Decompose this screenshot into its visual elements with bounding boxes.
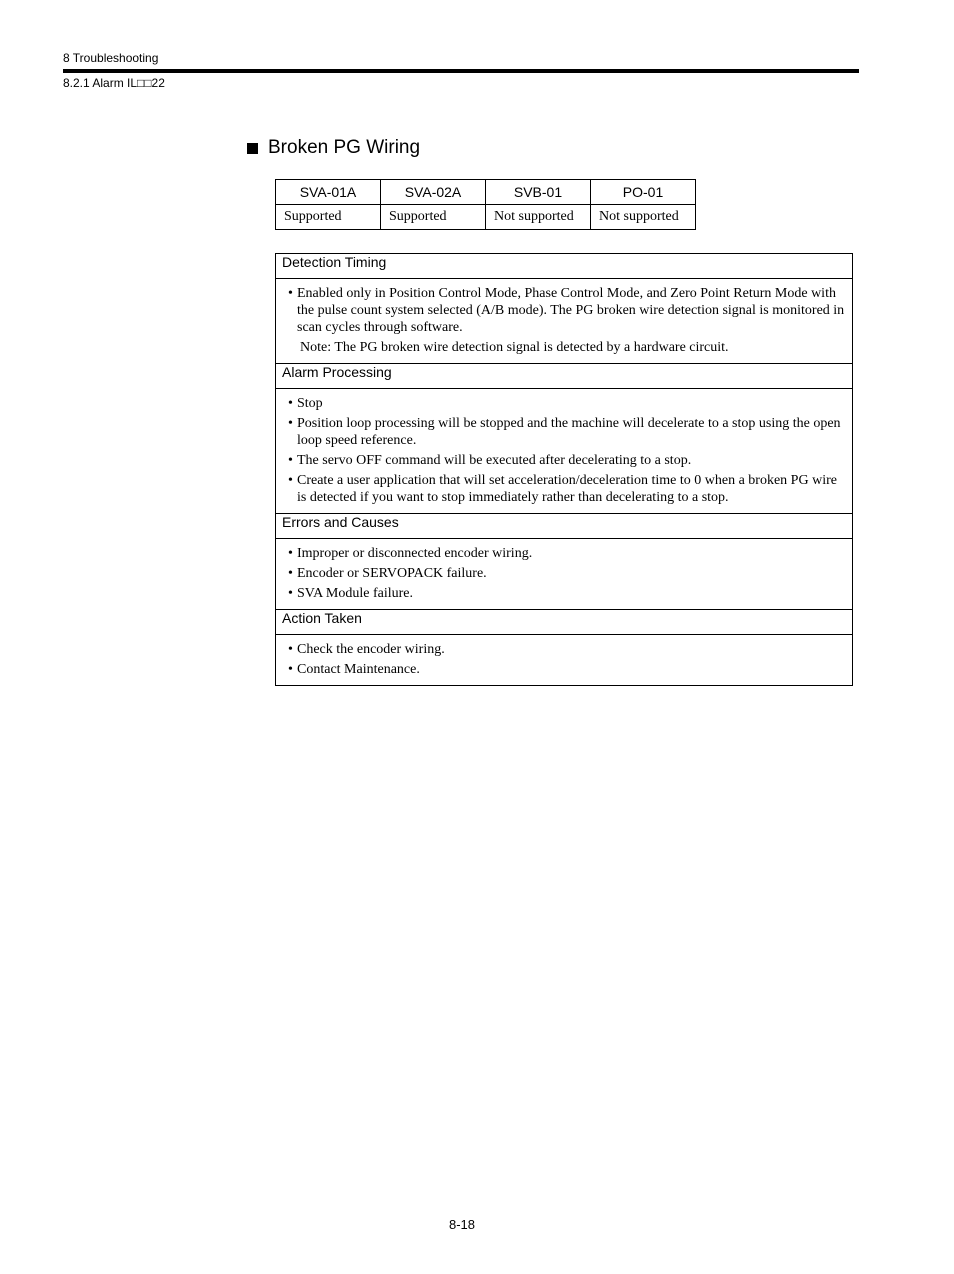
page-number: 8-18 — [449, 1217, 476, 1232]
table-cell: Supported — [276, 205, 381, 230]
bullet-icon: • — [288, 473, 293, 488]
table-cell: Supported — [381, 205, 486, 230]
table-header-cell: SVA-02A — [381, 180, 486, 205]
section-title-text: Broken PG Wiring — [268, 137, 421, 158]
bullet-icon: • — [288, 546, 293, 561]
header-rule — [63, 69, 859, 73]
list-item: • Create a user application that will set acceleration/deceleration time to 0 when a broken PG wire is detected if you want to stop immediately rather than decelerating to a stop. — [288, 473, 837, 505]
alarm-processing-heading: Alarm Processing — [276, 364, 852, 389]
table-header-cell: PO-01 — [591, 180, 696, 205]
table-header-row — [276, 180, 696, 205]
table-row — [276, 205, 696, 230]
alarm-detail-box — [275, 253, 853, 686]
bullet-icon: • — [288, 586, 293, 601]
bullet-icon: • — [288, 396, 293, 411]
detection-note: Note: The PG broken wire detection signal is detected by a hardware circuit. — [300, 340, 729, 355]
action-taken-body — [276, 635, 852, 685]
alarm-processing-body — [276, 389, 852, 514]
action-taken-heading: Action Taken — [276, 610, 852, 635]
list-item: • Contact Maintenance. — [288, 662, 420, 677]
detection-timing-heading: Detection Timing — [276, 254, 852, 279]
table-cell: Not supported — [591, 205, 696, 230]
bullet-icon: • — [288, 416, 293, 431]
list-item: • Stop — [288, 396, 323, 411]
module-support-table — [275, 179, 696, 230]
bullet-icon: • — [288, 662, 293, 677]
errors-causes-body — [276, 539, 852, 610]
detection-timing-body — [276, 279, 852, 364]
list-item: • Position loop processing will be stopped and the machine will decelerate to a stop using the open loop speed reference. — [288, 416, 841, 448]
list-item: • Check the encoder wiring. — [288, 642, 445, 657]
list-item: • The servo OFF command will be executed after decelerating to a stop. — [288, 453, 692, 468]
section-header: 8.2.1 Alarm IL□□22 — [63, 76, 165, 90]
square-bullet-icon — [247, 143, 258, 154]
bullet-icon: • — [288, 642, 293, 657]
table-header-cell: SVB-01 — [486, 180, 591, 205]
table-cell: Not supported — [486, 205, 591, 230]
list-item: • Enabled only in Position Control Mode, Phase Control Mode, and Zero Point Return Mode with the pulse count system selected (A/B mode). The PG broken wire detection signal is monitored in scan cycles through software. — [288, 286, 845, 335]
list-item: • SVA Module failure. — [288, 586, 414, 601]
section-title — [247, 137, 420, 159]
table-header-cell: SVA-01A — [276, 180, 381, 205]
list-item: • Encoder or SERVOPACK failure. — [288, 566, 487, 581]
chapter-header: 8 Troubleshooting — [63, 51, 159, 65]
bullet-icon: • — [288, 286, 293, 301]
bullet-icon: • — [288, 453, 293, 468]
list-item: • Improper or disconnected encoder wiring. — [288, 546, 533, 561]
errors-causes-heading: Errors and Causes — [276, 514, 852, 539]
bullet-icon: • — [288, 566, 293, 581]
